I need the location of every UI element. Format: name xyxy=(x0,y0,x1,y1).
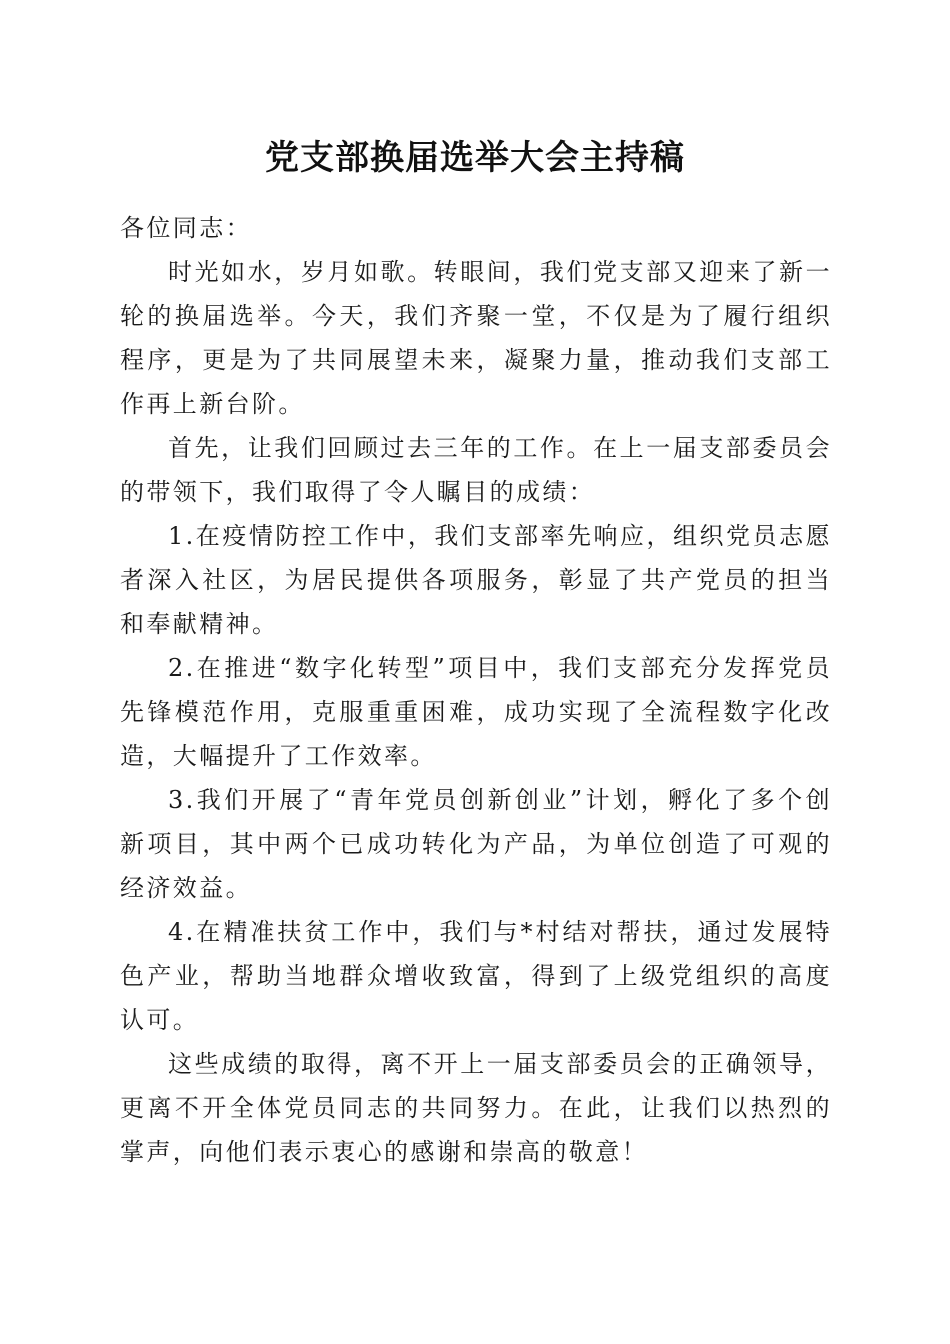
paragraph-achievement-1: 1.在疫情防控工作中，我们支部率先响应，组织党员志愿者深入社区，为居民提供各项服务，彰显了共产党员的担当和奉献精神。 xyxy=(120,522,832,638)
paragraph-review-intro: 首先，让我们回顾过去三年的工作。在上一届支部委员会的带领下，我们取得了令人瞩目的成绩： xyxy=(120,434,832,506)
paragraph-opening: 时光如水，岁月如歌。转眼间，我们党支部又迎来了新一轮的换届选举。今天，我们齐聚一堂，不仅是为了履行组织程序，更是为了共同展望未来，凝聚力量，推动我们支部工作再上新台阶。 xyxy=(120,258,832,418)
paragraph-achievement-3: 3.我们开展了“青年党员创新创业”计划，孵化了多个创新项目，其中两个已成功转化为产品，为单位创造了可观的经济效益。 xyxy=(120,786,832,902)
paragraph-achievement-4: 4.在精准扶贫工作中，我们与*村结对帮扶，通过发展特色产业，帮助当地群众增收致富，得到了上级党组织的高度认可。 xyxy=(120,918,832,1034)
document-title: 党支部换届选举大会主持稿 xyxy=(265,138,685,178)
paragraph-achievement-2: 2.在推进“数字化转型”项目中，我们支部充分发挥党员先锋模范作用，克服重重困难，成功实现了全流程数字化改造，大幅提升了工作效率。 xyxy=(120,654,832,770)
salutation: 各位同志： xyxy=(120,214,252,242)
paragraph-thanks: 这些成绩的取得，离不开上一届支部委员会的正确领导，更离不开全体党员同志的共同努力。在此，让我们以热烈的掌声，向他们表示衷心的感谢和崇高的敬意！ xyxy=(120,1050,832,1166)
document-body xyxy=(120,206,832,1174)
